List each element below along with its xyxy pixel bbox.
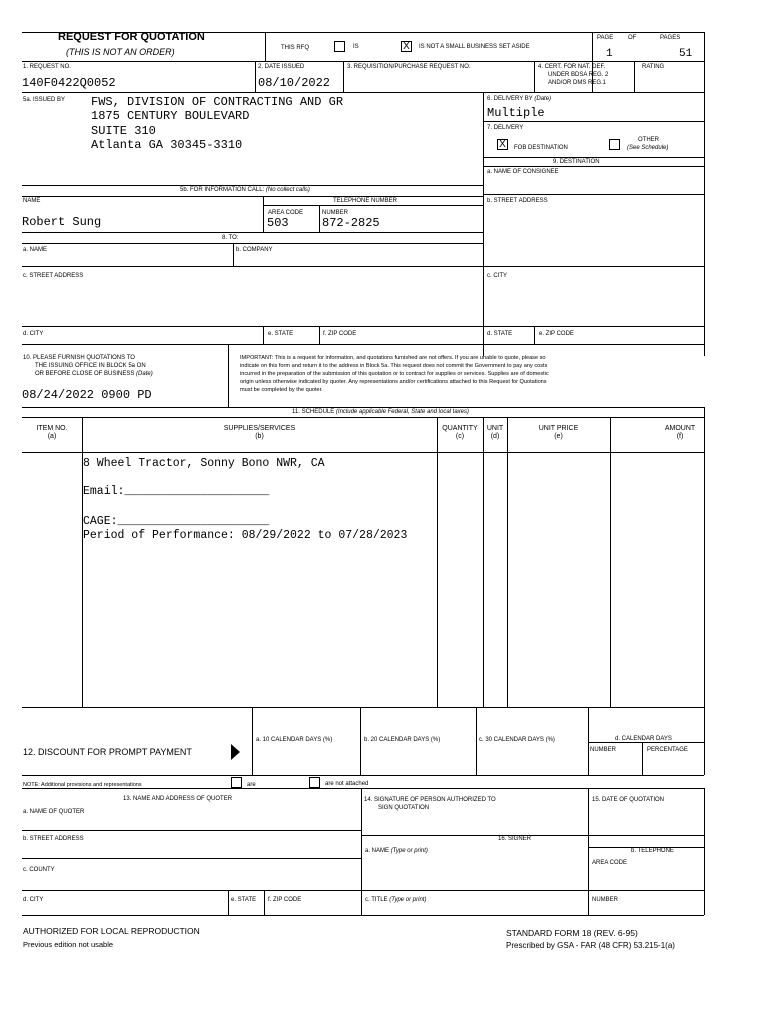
- total-pages: 51: [679, 48, 693, 60]
- number-label: NUMBER: [322, 210, 349, 216]
- important-line-2: indicate on this form and return it to the address in Block 5a. This request does not commit the Government to pay any costs: [240, 363, 548, 369]
- provisions-are-not-checkbox[interactable]: [309, 777, 320, 788]
- info-call-label: 5b. FOR INFORMATION CALL: (No collect calls): [180, 187, 310, 193]
- provisions-are-checkbox[interactable]: [231, 777, 242, 788]
- discount-label: 12. DISCOUNT FOR PROMPT PAYMENT: [23, 747, 192, 757]
- date-of-quotation-label: 15. DATE OF QUOTATION: [592, 797, 665, 803]
- see-schedule-label: (See Schedule): [627, 145, 669, 151]
- area-code-label: AREA CODE: [268, 210, 304, 216]
- form-subtitle: (THIS IS NOT AN ORDER): [66, 47, 175, 57]
- provisions-are-label: are: [247, 782, 256, 788]
- to-company-label: b. COMPANY: [236, 247, 273, 253]
- signature-label-2: SIGN QUOTATION: [378, 805, 430, 811]
- to-street-label: c. STREET ADDRESS: [23, 273, 84, 279]
- cert-label-1: 4. CERT. FOR NAT. DEF.: [538, 64, 606, 70]
- col-unit: UNIT (d): [486, 425, 504, 440]
- footer-previous-edition: Previous edition not usable: [23, 940, 114, 949]
- request-no-label: 1. REQUEST NO.: [23, 64, 71, 70]
- rating-label: RATING: [642, 64, 665, 70]
- delivery-label: 7. DELIVERY: [487, 125, 524, 131]
- footer-form-number: STANDARD FORM 18 (REV. 6-95): [506, 928, 638, 938]
- furnish-label-3: OR BEFORE CLOSE OF BUSINESS (Date): [35, 371, 153, 377]
- is-label: IS: [353, 44, 359, 50]
- quoter-county-label: c. COUNTY: [23, 867, 55, 873]
- furnish-label-2: THE ISSUING OFFICE IN BLOCK 5a ON: [35, 363, 146, 369]
- signer-number-label: NUMBER: [592, 897, 619, 903]
- quoter-street-label: b. STREET ADDRESS: [23, 836, 84, 842]
- schedule-line-6: Period of Performance: 08/29/2022 to 07/28/2023: [83, 529, 408, 542]
- schedule-line-1: 8 Wheel Tractor, Sonny Bono NWR, CA: [83, 457, 325, 470]
- note-label: NOTE: Additional provisions and representations: [23, 782, 142, 788]
- date-issued-label: 2. DATE ISSUED: [258, 64, 305, 70]
- quoter-state-label: e. STATE: [231, 897, 257, 903]
- to-zip-label: f. ZIP CODE: [323, 331, 357, 337]
- other-label: OTHER: [638, 137, 659, 143]
- col-supplies-services: SUPPLIES/SERVICES (b): [223, 425, 296, 440]
- col-unit-price: UNIT PRICE (e): [538, 425, 579, 440]
- fob-destination-label: FOB DESTINATION: [514, 145, 568, 151]
- discount-percentage-label: PERCENTAGE: [647, 747, 688, 753]
- to-label: 8. TO:: [222, 235, 239, 241]
- telephone-label: TELEPHONE NUMBER: [333, 198, 398, 204]
- issued-by-label: 5a. ISSUED BY: [23, 97, 66, 103]
- col-amount: AMOUNT (f): [664, 425, 696, 440]
- provisions-are-not-label: are not attached: [325, 781, 369, 787]
- destination-street-label: b. STREET ADDRESS: [487, 198, 548, 204]
- col-item-no: ITEM NO. (a): [36, 425, 68, 440]
- schedule-line-3: Email:_____________________: [83, 485, 270, 498]
- to-name-label: a. NAME: [23, 247, 48, 253]
- quoter-zip-label: f. ZIP CODE: [268, 897, 302, 903]
- other-delivery-checkbox[interactable]: [609, 139, 620, 150]
- footer-reproduction: AUTHORIZED FOR LOCAL REPRODUCTION: [23, 926, 200, 936]
- fob-destination-checkbox[interactable]: X: [497, 139, 508, 150]
- contact-name-value: Robert Sung: [22, 215, 102, 229]
- destination-zip-label: e. ZIP CODE: [539, 331, 574, 337]
- destination-city-label: c. CITY: [487, 273, 508, 279]
- requisition-label: 3. REQUISITION/PURCHASE REQUEST NO.: [347, 64, 471, 70]
- important-line-4: origin unless otherwise indicated by quoter. Any representations and/or certifications attached to this Request for Quotations: [240, 379, 547, 385]
- phone-number-value: 872-2825: [322, 216, 380, 230]
- destination-label: 9. DESTINATION: [553, 159, 600, 165]
- important-line-3: incurred in the preparation of the submission of this quotation or to contract for supplies or services. Supplies are of domestic: [240, 371, 549, 377]
- is-not-small-business-label: IS NOT A SMALL BUSINESS SET ASIDE: [419, 44, 530, 50]
- issued-by-line-4: Atlanta GA 30345-3310: [91, 138, 243, 152]
- discount-number-label: NUMBER: [590, 747, 617, 753]
- schedule-label: 11. SCHEDULE (Include applicable Federal, State and local taxes): [292, 409, 469, 415]
- col-quantity: QUANTITY (c): [442, 425, 478, 440]
- signer-title-label: c. TITLE (Type or print): [365, 897, 427, 903]
- discount-calendar-days-label: d. CALENDAR DAYS: [615, 736, 672, 742]
- discount-20-days-label: b. 20 CALENDAR DAYS (%): [364, 737, 441, 743]
- is-not-small-business-checkbox[interactable]: X: [401, 41, 412, 52]
- this-rfq-label: THIS RFQ: [281, 45, 309, 51]
- quoter-name-label: a. NAME OF QUOTER: [23, 809, 85, 815]
- footer-prescribed-by: Prescribed by GSA - FAR (48 CFR) 53.215-1(a): [506, 941, 675, 950]
- request-no-value: 140F0422Q0052: [22, 76, 116, 90]
- is-small-business-checkbox[interactable]: [334, 41, 345, 52]
- quoter-section-label: 13. NAME AND ADDRESS OF QUOTER: [123, 796, 233, 802]
- form-title: REQUEST FOR QUOTATION: [58, 31, 205, 43]
- issued-by-line-3: SUITE 310: [91, 124, 156, 138]
- issued-by-line-1: FWS, DIVISION OF CONTRACTING AND GR: [91, 95, 344, 109]
- cert-label-3: AND/OR DMS REG.1: [548, 80, 607, 86]
- important-line-1: IMPORTANT: This is a request for information, and quotations furnished are not offers. If you are unable to quote, please so: [240, 355, 546, 361]
- signer-area-code-label: AREA CODE: [592, 860, 628, 866]
- furnish-label-1: 10. PLEASE FURNISH QUOTATIONS TO: [23, 355, 135, 361]
- page-label: PAGE: [597, 35, 614, 41]
- schedule-line-5: CAGE:______________________: [83, 515, 270, 528]
- of-label: OF: [628, 35, 637, 41]
- cert-label-2: UNDER BDSA REG. 2: [548, 72, 609, 78]
- discount-10-days-label: a. 10 CALENDAR DAYS (%): [256, 737, 333, 743]
- discount-30-days-label: c. 30 CALENDAR DAYS (%): [479, 737, 555, 743]
- delivery-by-value: Multiple: [487, 106, 545, 120]
- contact-name-label: NAME: [23, 198, 41, 204]
- to-city-label: d. CITY: [23, 331, 44, 337]
- signature-label-1: 14. SIGNATURE OF PERSON AUTHORIZED TO: [364, 797, 496, 803]
- important-line-5: must be completed by the quoter.: [240, 387, 323, 393]
- arrow-right-icon: [231, 744, 240, 760]
- consignee-label: a. NAME OF CONSIGNEE: [487, 169, 559, 175]
- pages-label: PAGES: [660, 35, 681, 41]
- issued-by-line-2: 1875 CENTURY BOULEVARD: [91, 109, 250, 123]
- area-code-value: 503: [267, 216, 289, 230]
- quotation-due-value: 08/24/2022 0900 PD: [22, 388, 152, 402]
- signer-telephone-label: b. TELEPHONE: [631, 848, 674, 854]
- destination-state-label: d. STATE: [487, 331, 513, 337]
- signer-label: 16. SIGNER: [498, 836, 532, 842]
- date-issued-value: 08/10/2022: [258, 76, 331, 90]
- to-state-label: e. STATE: [268, 331, 294, 337]
- page-number: 1: [606, 48, 613, 60]
- signer-name-label: a. NAME (Type or print): [365, 848, 428, 854]
- quoter-city-label: d. CITY: [23, 897, 44, 903]
- delivery-by-label: 6. DELIVERY BY (Date): [487, 96, 552, 102]
